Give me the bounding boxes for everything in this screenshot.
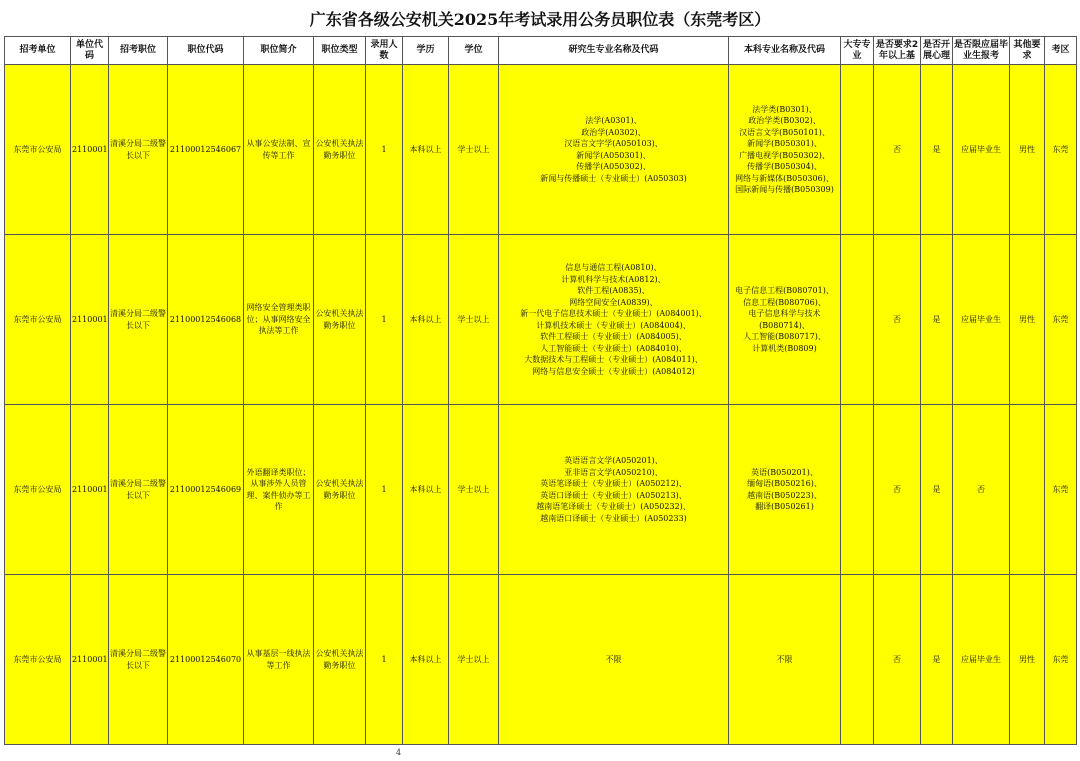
- table-row: [5, 235, 1077, 405]
- page-title: 广东省各级公安机关2025年考试录用公务员职位表（东莞考区）: [309, 10, 771, 29]
- cell-grad-majors: [499, 235, 729, 405]
- cell-ug-majors: [729, 65, 841, 235]
- cell-position: 清溪分局二级警长以下: [109, 235, 168, 405]
- cell-degree: 学士以上: [449, 235, 499, 405]
- major-line: 软件工程硕士（专业硕士）(A084005)、: [540, 332, 687, 341]
- major-line: 汉语言文学(B050101)、: [739, 127, 830, 137]
- column-header: 单位代码: [71, 37, 109, 65]
- major-line: 越南语(B050223)、: [747, 490, 822, 500]
- cell-fresh-grad: 应届毕业生: [953, 65, 1010, 235]
- column-header: 录用人数: [366, 37, 403, 65]
- table-row: [5, 65, 1077, 235]
- major-line: 传播学(B050304)、: [747, 162, 822, 171]
- table-row: [5, 405, 1077, 575]
- major-line: 汉语言文字学(A050103)、: [564, 139, 663, 148]
- column-header: 大专专业: [841, 37, 874, 65]
- major-line: 新一代电子信息技术硕士（专业硕士）(A084001)、: [520, 309, 707, 318]
- major-line: 翻译(B050261): [755, 502, 814, 511]
- cell-intro: 从事基层一线执法等工作: [244, 575, 314, 745]
- cell-education: 本科以上: [403, 65, 449, 235]
- cell-district: 东莞: [1045, 65, 1077, 235]
- major-line: 计算机类(B0809): [752, 343, 817, 353]
- cell-degree: 学士以上: [449, 65, 499, 235]
- cell-fresh-grad: 否: [953, 405, 1010, 575]
- major-line: 政治学类(B0302)、: [748, 116, 821, 125]
- major-line: 英语笔译硕士（专业硕士）(A050212)、: [540, 479, 687, 488]
- cell-type: 公安机关执法勤务职位: [314, 575, 366, 745]
- column-header: 其他要求: [1010, 37, 1045, 65]
- cell-unit-code: 2110001: [71, 575, 109, 745]
- major-line: 网络空间安全(A0839)、: [569, 297, 658, 307]
- major-line: 英语口译硕士（专业硕士）(A050213)、: [540, 490, 687, 500]
- major-line: 新闻学(A050301)、: [576, 150, 651, 160]
- column-header: 学历: [403, 37, 449, 65]
- cell-psych: 是: [921, 405, 953, 575]
- cell-position-code: 21100012546069: [168, 405, 244, 575]
- cell-unit: 东莞市公安局: [5, 65, 71, 235]
- major-line: 人工智能(B080717)、: [743, 332, 826, 341]
- cell-position: 清溪分局二级警长以下: [109, 65, 168, 235]
- cell-education: 本科以上: [403, 405, 449, 575]
- cell-psych: 是: [921, 235, 953, 405]
- cell-fresh-grad: 应届毕业生: [953, 235, 1010, 405]
- cell-count: 1: [366, 575, 403, 745]
- cell-district: 东莞: [1045, 405, 1077, 575]
- cell-position: 清溪分局二级警长以下: [109, 405, 168, 575]
- cell-position-code: 21100012546068: [168, 235, 244, 405]
- major-line: 计算机科学与技术(A0812)、: [561, 274, 666, 284]
- column-header: 职位代码: [168, 37, 244, 65]
- cell-education: 本科以上: [403, 235, 449, 405]
- major-line: 英语(B050201)、: [751, 467, 818, 477]
- table-row: [5, 575, 1077, 745]
- cell-other: [1010, 405, 1045, 575]
- major-line: 越南语笔译硕士（专业硕士）(A050232)、: [536, 502, 691, 511]
- cell-degree: 学士以上: [449, 405, 499, 575]
- cell-college: [841, 235, 874, 405]
- column-header: 招考单位: [5, 37, 71, 65]
- cell-college: [841, 405, 874, 575]
- major-line: 新闻与传播硕士（专业硕士）(A050303): [540, 173, 687, 183]
- major-line: 亚非语言文学(A050210)、: [564, 467, 663, 477]
- major-line: 越南语口译硕士（专业硕士）(A050233): [540, 513, 687, 523]
- major-line: 广播电视学(B050302)、: [739, 150, 830, 160]
- cell-intro: 网络安全管理类职位；从事网络安全执法等工作: [244, 235, 314, 405]
- major-line: 缅甸语(B050216)、: [747, 479, 822, 488]
- column-header: 职位简介: [244, 37, 314, 65]
- column-header: 研究生专业名称及代码: [499, 37, 729, 65]
- column-header: 考区: [1045, 37, 1077, 65]
- major-line: 信息与通信工程(A0810)、: [565, 263, 662, 272]
- cell-ug-majors: [729, 235, 841, 405]
- cell-grassroots: 否: [874, 235, 921, 405]
- cell-degree: 学士以上: [449, 575, 499, 745]
- cell-college: [841, 65, 874, 235]
- cell-education: 本科以上: [403, 575, 449, 745]
- position-table: [4, 36, 1077, 745]
- major-line: (B080714)、: [759, 320, 810, 330]
- major-line: 网络与信息安全硕士（专业硕士）(A084012): [532, 366, 695, 376]
- major-line: 传播学(A050302)、: [576, 162, 651, 171]
- major-line: 不限: [605, 654, 622, 664]
- cell-grassroots: 否: [874, 405, 921, 575]
- cell-other: 男性: [1010, 575, 1045, 745]
- cell-grad-majors: [499, 575, 729, 745]
- major-line: 不限: [776, 654, 793, 664]
- major-line: 网络与新媒体(B050306)、: [735, 173, 834, 183]
- cell-type: 公安机关执法勤务职位: [314, 405, 366, 575]
- cell-intro: 外语翻译类职位；从事涉外人员管理、案件侦办等工作: [244, 405, 314, 575]
- column-header: 本科专业名称及代码: [729, 37, 841, 65]
- major-line: 计算机技术硕士（专业硕士）(A084004)、: [536, 320, 691, 330]
- major-line: 国际新闻与传播(B050309): [735, 185, 834, 194]
- cell-count: 1: [366, 235, 403, 405]
- page-number: 4: [396, 748, 402, 757]
- cell-unit: 东莞市公安局: [5, 405, 71, 575]
- cell-other: 男性: [1010, 65, 1045, 235]
- cell-unit: 东莞市公安局: [5, 235, 71, 405]
- cell-position-code: 21100012546067: [168, 65, 244, 235]
- major-line: 法学类(B0301)、: [752, 104, 817, 114]
- column-header: 学位: [449, 37, 499, 65]
- header-row: [5, 37, 1077, 65]
- cell-position-code: 21100012546070: [168, 575, 244, 745]
- cell-ug-majors: [729, 575, 841, 745]
- cell-college: [841, 575, 874, 745]
- cell-fresh-grad: 应届毕业生: [953, 575, 1010, 745]
- cell-position: 清溪分局二级警长以下: [109, 575, 168, 745]
- column-header: 是否开展心理: [921, 37, 953, 65]
- column-header: 是否限应届毕业生报考: [953, 37, 1010, 65]
- cell-unit-code: 2110001: [71, 405, 109, 575]
- cell-grad-majors: [499, 65, 729, 235]
- major-line: 新闻学(B050301)、: [747, 139, 822, 148]
- major-line: 电子信息工程(B080701)、: [735, 286, 834, 295]
- cell-district: 东莞: [1045, 575, 1077, 745]
- major-line: 信息工程(B080706)、: [743, 297, 826, 307]
- major-line: 电子信息科学与技术: [748, 309, 821, 318]
- cell-unit: 东莞市公安局: [5, 575, 71, 745]
- column-header: 职位类型: [314, 37, 366, 65]
- cell-district: 东莞: [1045, 235, 1077, 405]
- major-line: 英语语言文学(A050201)、: [564, 456, 663, 465]
- cell-psych: 是: [921, 65, 953, 235]
- cell-intro: 从事公安法制、宣传等工作: [244, 65, 314, 235]
- cell-other: 男性: [1010, 235, 1045, 405]
- cell-type: 公安机关执法勤务职位: [314, 235, 366, 405]
- cell-count: 1: [366, 405, 403, 575]
- cell-psych: 是: [921, 575, 953, 745]
- cell-grassroots: 否: [874, 65, 921, 235]
- major-line: 法学(A0301)、: [585, 116, 642, 125]
- cell-count: 1: [366, 65, 403, 235]
- major-line: 大数据技术与工程硕士（专业硕士）(A084011)、: [524, 355, 703, 364]
- cell-ug-majors: [729, 405, 841, 575]
- cell-unit-code: 2110001: [71, 235, 109, 405]
- cell-grassroots: 否: [874, 575, 921, 745]
- cell-type: 公安机关执法勤务职位: [314, 65, 366, 235]
- cell-unit-code: 2110001: [71, 65, 109, 235]
- column-header: 是否要求2年以上基: [874, 37, 921, 65]
- column-header: 招考职位: [109, 37, 168, 65]
- cell-grad-majors: [499, 405, 729, 575]
- major-line: 政治学(A0302)、: [581, 127, 646, 137]
- major-line: 软件工程(A0835)、: [577, 286, 650, 295]
- major-line: 人工智能硕士（专业硕士）(A084010)、: [540, 343, 687, 353]
